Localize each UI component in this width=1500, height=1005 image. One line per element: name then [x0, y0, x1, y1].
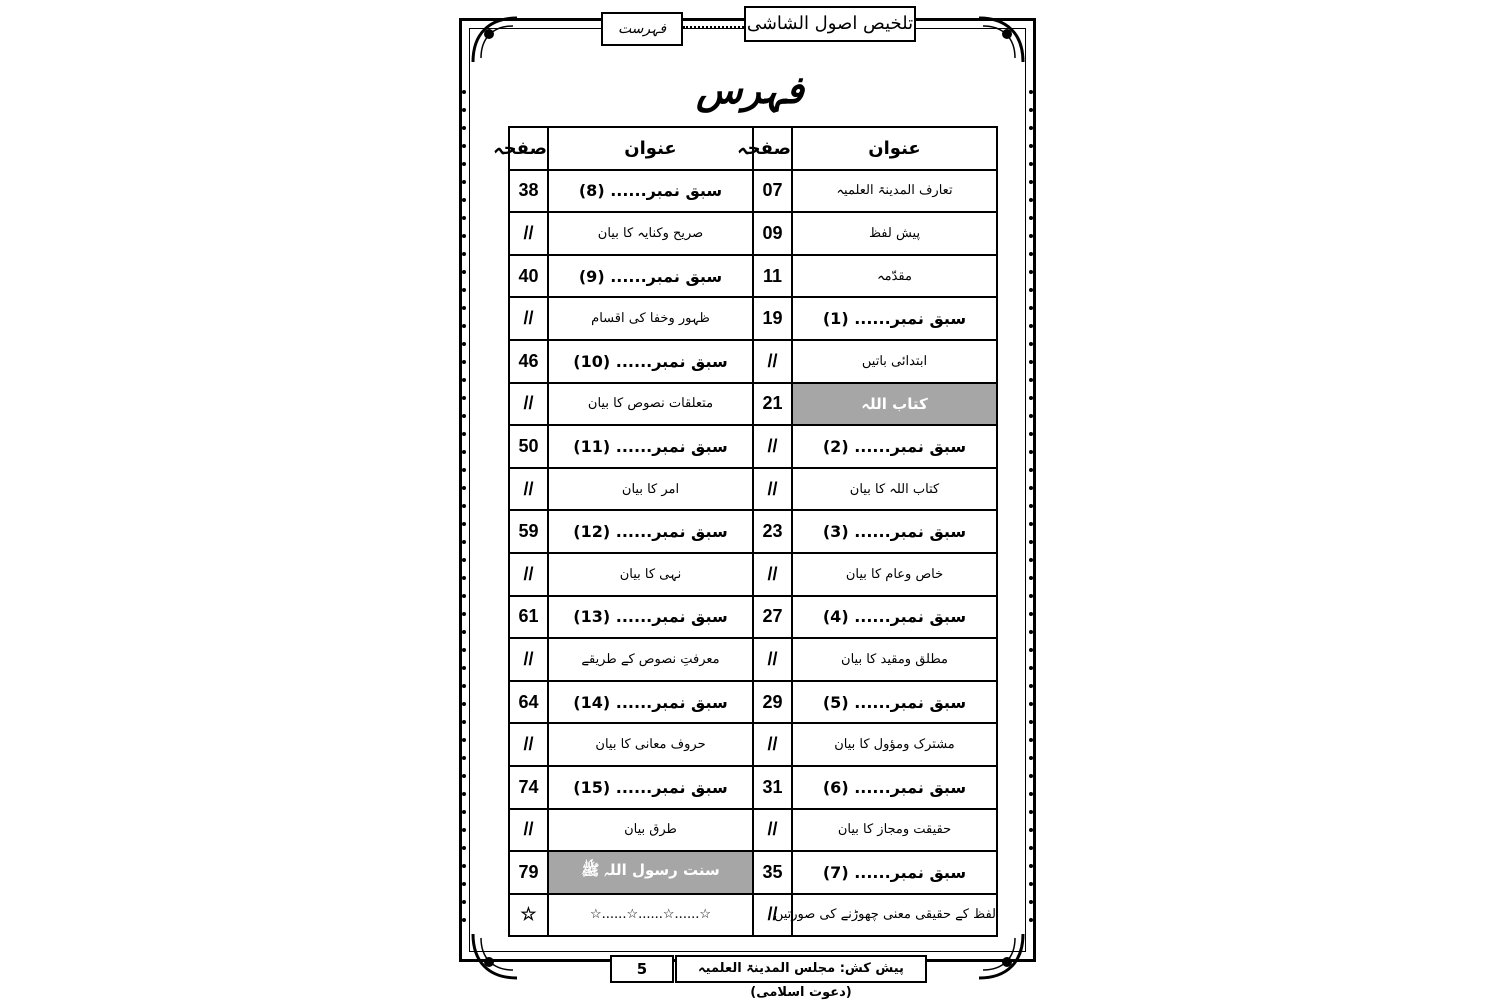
border-dot: [462, 918, 466, 922]
border-dot: [462, 594, 466, 598]
cell-page-right: //: [753, 340, 792, 383]
border-dot: [1029, 720, 1033, 724]
cell-page-right: //: [753, 638, 792, 681]
border-dot: [1029, 558, 1033, 562]
table-row: [509, 766, 997, 809]
border-dot: [462, 504, 466, 508]
cell-page-left: //: [509, 553, 548, 596]
border-dot: [1029, 180, 1033, 184]
border-dot: [1029, 828, 1033, 832]
border-dot: [1029, 378, 1033, 382]
cell-title-left: امر کا بیان: [548, 468, 753, 511]
border-dot: [1029, 288, 1033, 292]
border-dot: [462, 612, 466, 616]
cell-page-left: //: [509, 212, 548, 255]
cell-title-right: خاص وعام کا بیان: [792, 553, 997, 596]
border-dot: [462, 270, 466, 274]
border-dot: [1029, 684, 1033, 688]
border-dot: [462, 180, 466, 184]
cell-title-right: کتاب اللہ کا بیان: [792, 468, 997, 511]
cell-page-left: //: [509, 383, 548, 426]
cell-title-right: لفظ کے حقیقی معنی چھوڑنے کی صورتیں: [792, 894, 997, 937]
cell-title-right: مطلق ومقید کا بیان: [792, 638, 997, 681]
cell-title-left: سبق نمبر...... (14): [548, 681, 753, 724]
border-dot: [462, 774, 466, 778]
cell-title-left: سبق نمبر...... (8): [548, 170, 753, 213]
border-dot: [462, 288, 466, 292]
ornament-bottom-left-icon: [469, 930, 521, 982]
border-dot: [1029, 306, 1033, 310]
cell-title-right: سبق نمبر...... (3): [792, 510, 997, 553]
cell-page-left: ☆: [509, 894, 548, 937]
cell-page-right: 29: [753, 681, 792, 724]
border-dot: [462, 576, 466, 580]
border-dot: [1029, 702, 1033, 706]
cell-title-right: سبق نمبر...... (4): [792, 596, 997, 639]
cell-title-left: حروف معانی کا بیان: [548, 723, 753, 766]
cell-page-right: 21: [753, 383, 792, 426]
border-dot: [1029, 108, 1033, 112]
border-dot: [462, 216, 466, 220]
cell-title-left: طرق بیان: [548, 809, 753, 852]
cell-page-right: //: [753, 894, 792, 937]
border-dot: [462, 486, 466, 490]
border-dot: [462, 252, 466, 256]
border-dot: [462, 810, 466, 814]
cell-title-left: معرفتِ نصوص کے طریقے: [548, 638, 753, 681]
border-dot: [1029, 90, 1033, 94]
cell-page-right: //: [753, 425, 792, 468]
table-row: [509, 851, 997, 894]
cell-title-left: سبق نمبر...... (10): [548, 340, 753, 383]
border-dot: [1029, 450, 1033, 454]
cell-page-left: 50: [509, 425, 548, 468]
border-dot: [462, 90, 466, 94]
border-dot: [1029, 198, 1033, 202]
border-dot: [1029, 666, 1033, 670]
table-row: [509, 425, 997, 468]
border-dot: [462, 738, 466, 742]
cell-page-left: 38: [509, 170, 548, 213]
border-dot: [462, 198, 466, 202]
border-dot: [462, 414, 466, 418]
header-dotted-connector: [683, 26, 744, 28]
border-dot: [1029, 738, 1033, 742]
cell-title-left: صریح وکنایہ کا بیان: [548, 212, 753, 255]
border-dot: [462, 432, 466, 436]
book-page: [455, 0, 1040, 1000]
table-row: [509, 170, 997, 213]
border-dot: [462, 126, 466, 130]
border-dot: [462, 324, 466, 328]
cell-page-left: 46: [509, 340, 548, 383]
table-header-row: [509, 127, 997, 170]
header-book-title: تلخیص اصول الشاشی: [744, 6, 916, 42]
cell-title-right: سبق نمبر...... (2): [792, 425, 997, 468]
cell-page-left: 64: [509, 681, 548, 724]
border-dot: [1029, 630, 1033, 634]
cell-title-left: سبق نمبر...... (9): [548, 255, 753, 298]
ornament-bottom-right-icon: [975, 930, 1027, 982]
border-dot: [1029, 918, 1033, 922]
cell-title-left: متعلقات نصوص کا بیان: [548, 383, 753, 426]
cell-page-left: //: [509, 638, 548, 681]
table-row: [509, 809, 997, 852]
border-dot: [462, 342, 466, 346]
border-dot: [1029, 234, 1033, 238]
cell-page-left: 79: [509, 851, 548, 894]
border-dot: [1029, 342, 1033, 346]
border-dot: [462, 846, 466, 850]
border-dot: [462, 522, 466, 526]
cell-title-right: سبق نمبر...... (1): [792, 297, 997, 340]
border-dot: [462, 234, 466, 238]
cell-title-right: مشترک ومؤول کا بیان: [792, 723, 997, 766]
border-dot: [1029, 432, 1033, 436]
cell-page-right: 27: [753, 596, 792, 639]
cell-page-left: 40: [509, 255, 548, 298]
border-dot: [462, 468, 466, 472]
border-dot: [1029, 522, 1033, 526]
border-dot: [1029, 270, 1033, 274]
cell-title-left: سبق نمبر...... (13): [548, 596, 753, 639]
border-dot: [462, 720, 466, 724]
table-row: [509, 510, 997, 553]
border-dot: [1029, 504, 1033, 508]
table-row: [509, 468, 997, 511]
border-dot: [462, 450, 466, 454]
border-dot: [1029, 126, 1033, 130]
border-dot: [462, 882, 466, 886]
border-dot: [1029, 648, 1033, 652]
border-dot: [462, 378, 466, 382]
cell-title-left: ☆......☆......☆......☆: [548, 894, 753, 937]
cell-title-right: سبق نمبر...... (7): [792, 851, 997, 894]
page-title: فہرس: [696, 67, 804, 112]
cell-page-left: 74: [509, 766, 548, 809]
cell-page-left: //: [509, 809, 548, 852]
cell-page-right: //: [753, 809, 792, 852]
table-row: [509, 255, 997, 298]
cell-page-right: 23: [753, 510, 792, 553]
cell-title-left: سنت رسول اللہ ﷺ: [548, 851, 753, 894]
border-dot: [1029, 612, 1033, 616]
border-dot: [1029, 396, 1033, 400]
cell-title-left: سبق نمبر...... (15): [548, 766, 753, 809]
table-row: [509, 894, 997, 937]
cell-title-right: سبق نمبر...... (5): [792, 681, 997, 724]
border-dot: [1029, 162, 1033, 166]
page-number: 5: [610, 955, 674, 983]
border-dot: [1029, 810, 1033, 814]
cell-title-left: ظہور وخفا کی اقسام: [548, 297, 753, 340]
cell-page-right: //: [753, 468, 792, 511]
border-dot: [1029, 594, 1033, 598]
cell-page-right: 09: [753, 212, 792, 255]
cell-page-left: 61: [509, 596, 548, 639]
table-of-contents: [493, 126, 998, 937]
cell-page-left: //: [509, 723, 548, 766]
border-dot: [1029, 540, 1033, 544]
border-dot: [462, 162, 466, 166]
cell-page-right: //: [753, 553, 792, 596]
table-row: [509, 681, 997, 724]
border-dot: [1029, 360, 1033, 364]
table-row: [509, 212, 997, 255]
border-dot: [462, 648, 466, 652]
cell-title-right: تعارف المدینۃ العلمیہ: [792, 170, 997, 213]
cell-page-left: 59: [509, 510, 548, 553]
cell-title-right: ابتدائی باتیں: [792, 340, 997, 383]
border-dot: [1029, 216, 1033, 220]
cell-page-left: //: [509, 468, 548, 511]
cell-page-right: 07: [753, 170, 792, 213]
border-dot: [462, 900, 466, 904]
cell-page-right: 31: [753, 766, 792, 809]
border-dot: [462, 630, 466, 634]
cell-title-left: سبق نمبر...... (11): [548, 425, 753, 468]
table-row: [509, 383, 997, 426]
border-dot: [1029, 882, 1033, 886]
cell-page-right: 19: [753, 297, 792, 340]
border-dot: [462, 702, 466, 706]
border-dot: [462, 144, 466, 148]
column-header-page-right: صفحہ: [753, 127, 792, 170]
border-dot: [1029, 414, 1033, 418]
border-dot: [462, 828, 466, 832]
cell-title-right: کتاب اللہ: [792, 383, 997, 426]
column-header-title-left: عنوان: [548, 127, 753, 170]
border-dot: [462, 864, 466, 868]
table-row: [509, 553, 997, 596]
cell-title-right: حقیقت ومجاز کا بیان: [792, 809, 997, 852]
header-section-label: فہرست: [601, 12, 683, 46]
ornament-top-right-icon: [975, 14, 1027, 66]
column-header-page-left: صفحہ: [509, 127, 548, 170]
border-dot: [1029, 846, 1033, 850]
border-dot: [462, 558, 466, 562]
column-header-title-right: عنوان: [792, 127, 997, 170]
border-dot: [1029, 900, 1033, 904]
border-dot: [1029, 252, 1033, 256]
publisher-credit: پیش کش: مجلس المدینۃ العلمیہ (دعوت اسلامی): [675, 955, 927, 983]
cell-title-left: نہی کا بیان: [548, 553, 753, 596]
table-row: [509, 297, 997, 340]
cell-title-left: سبق نمبر...... (12): [548, 510, 753, 553]
border-dot: [462, 756, 466, 760]
table-row: [509, 340, 997, 383]
border-dot: [1029, 774, 1033, 778]
ornament-top-left-icon: [469, 14, 521, 66]
border-dot: [1029, 468, 1033, 472]
cell-page-right: 11: [753, 255, 792, 298]
cell-page-left: //: [509, 297, 548, 340]
cell-title-right: مقدّمہ: [792, 255, 997, 298]
border-dot: [462, 540, 466, 544]
border-dot: [1029, 486, 1033, 490]
border-dot: [1029, 756, 1033, 760]
cell-title-right: سبق نمبر...... (6): [792, 766, 997, 809]
border-dot: [462, 306, 466, 310]
border-dot: [1029, 576, 1033, 580]
border-dot: [462, 108, 466, 112]
cell-page-right: //: [753, 723, 792, 766]
border-dot: [1029, 324, 1033, 328]
table-row: [509, 596, 997, 639]
border-dot: [462, 792, 466, 796]
cell-title-right: پیش لفظ: [792, 212, 997, 255]
border-dot: [462, 666, 466, 670]
border-dot: [1029, 864, 1033, 868]
border-dot: [462, 684, 466, 688]
table-row: [509, 638, 997, 681]
border-dot: [1029, 792, 1033, 796]
table-row: [509, 723, 997, 766]
border-dot: [462, 396, 466, 400]
border-dot: [1029, 144, 1033, 148]
cell-page-right: 35: [753, 851, 792, 894]
border-dot: [462, 360, 466, 364]
